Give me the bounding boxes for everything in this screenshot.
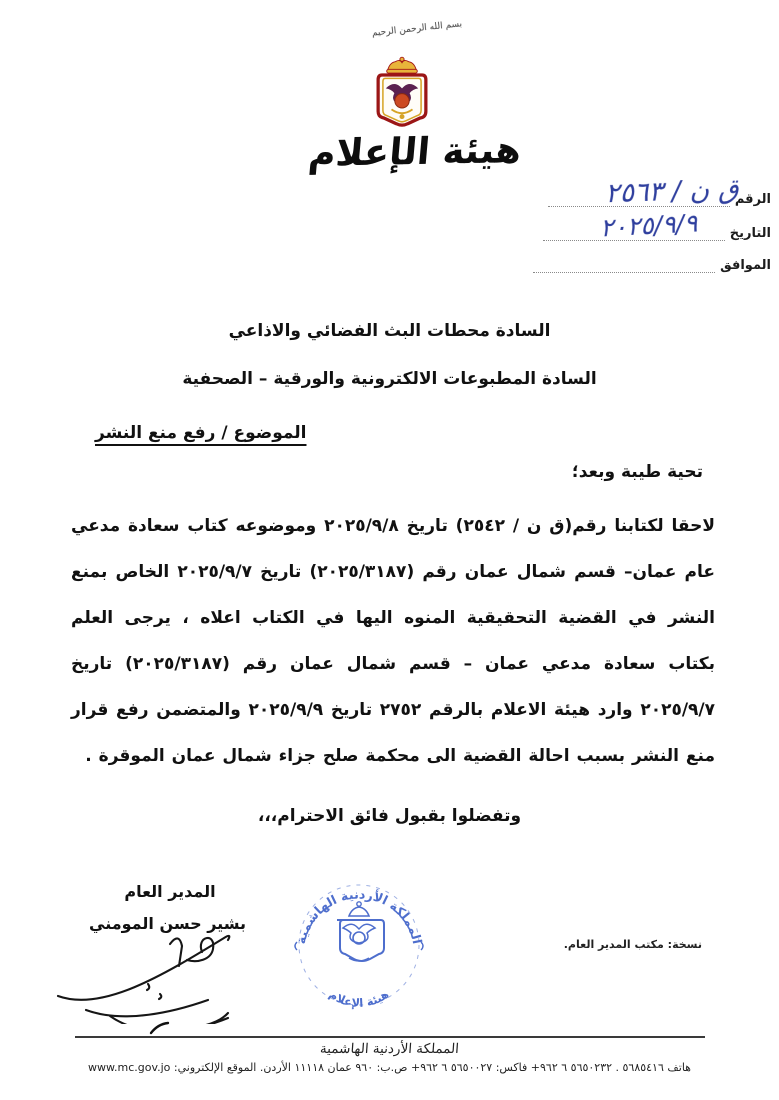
official-round-stamp [283, 878, 435, 1012]
footer-contact-line: هاتف ٥٦٨٥٤١٦ . ٥٦٥٠٢٣٢ ٦ ٩٦٢+ فاكس: ٥٦٥٠٠٢٧ ٦ ٩٦٢+ ص.ب: ٩٦٠ عمان ١١١١٨ الأردن. الموقع الإلكتروني: www.mc.gov.jo [88, 1061, 691, 1074]
handwritten-signature [52, 924, 257, 1024]
reference-number-label: الرقم [734, 192, 771, 207]
handwritten-reference-number: ق ن / ٢٥٦٣ [604, 173, 740, 210]
svg-text:هيئة الإعلام [327, 987, 392, 1010]
footer-kingdom-name: المملكة الأردنية الهاشمية [319, 1041, 460, 1057]
reference-corresponding-label: الموافق [720, 258, 771, 273]
org-name-calligraphy: هيئة الإعلام [306, 128, 524, 175]
copy-note: نسخة: مكتب المدير العام. [563, 938, 702, 951]
letter-body-paragraph: لاحقا لكتابنا رقم(ق ن / ٢٥٤٢) تاريخ ٢٠٢٥/٩/٨ وموضوعه كتاب سعادة مدعي عام عمان– قسم شمال عمان رقم (٢٠٢٥/٣١٨٧) تاريخ ٢٠٢٥/٩/٧ الخاص بمنع النشر في القضية التحقيقية المنوه اليها في الكتاب اعلاه ، يرجى العلم بكتاب سعادة مدعي عمان – قسم شمال عمان رقم (٢٠٢٥/٣١٨٧) تاريخ ٢٠٢٥/٩/٧ وارد هيئة الاعلام بالرقم ٢٧٥٢ تاريخ ٢٠٢٥/٩/٩ والمتضمن رفع قرار منع النشر بسبب احالة القضية الى محكمة صلح جزاء شمال عمان الموقرة . [71, 516, 716, 766]
bismillah-calligraphy: بسم الله الرحمن الرحيم [371, 19, 463, 39]
subject-line: الموضوع / رفع منع النشر [95, 423, 307, 443]
reference-corresponding-row [533, 258, 771, 273]
stamp-top-text: المملكة الأردنية الهاشمية [292, 886, 426, 946]
stamp-bottom-text: هيئة الإعلام [326, 986, 392, 1010]
recipient-line-press: السادة المطبوعات الالكترونية والورقية – الصحفية [182, 369, 597, 389]
greeting-line: تحية طيبة وبعد؛ [571, 462, 703, 482]
footer-divider [75, 1036, 705, 1038]
pen-mark [148, 1020, 170, 1036]
closing-line: وتفضلوا بقبول فائق الاحترام،،، [257, 806, 522, 826]
handwritten-date: ٢٠٢٥/٩/٩ [598, 208, 698, 243]
recipient-line-broadcast: السادة محطات البث الفضائي والاذاعي [228, 321, 551, 341]
jordan-royal-crest-icon [368, 55, 436, 139]
reference-date-label: التاريخ [729, 226, 771, 241]
reference-corresponding-dotted-line [533, 258, 715, 273]
signatory-name: بشير حسن المومني [89, 914, 246, 933]
signatory-title: المدير العام [124, 882, 216, 901]
